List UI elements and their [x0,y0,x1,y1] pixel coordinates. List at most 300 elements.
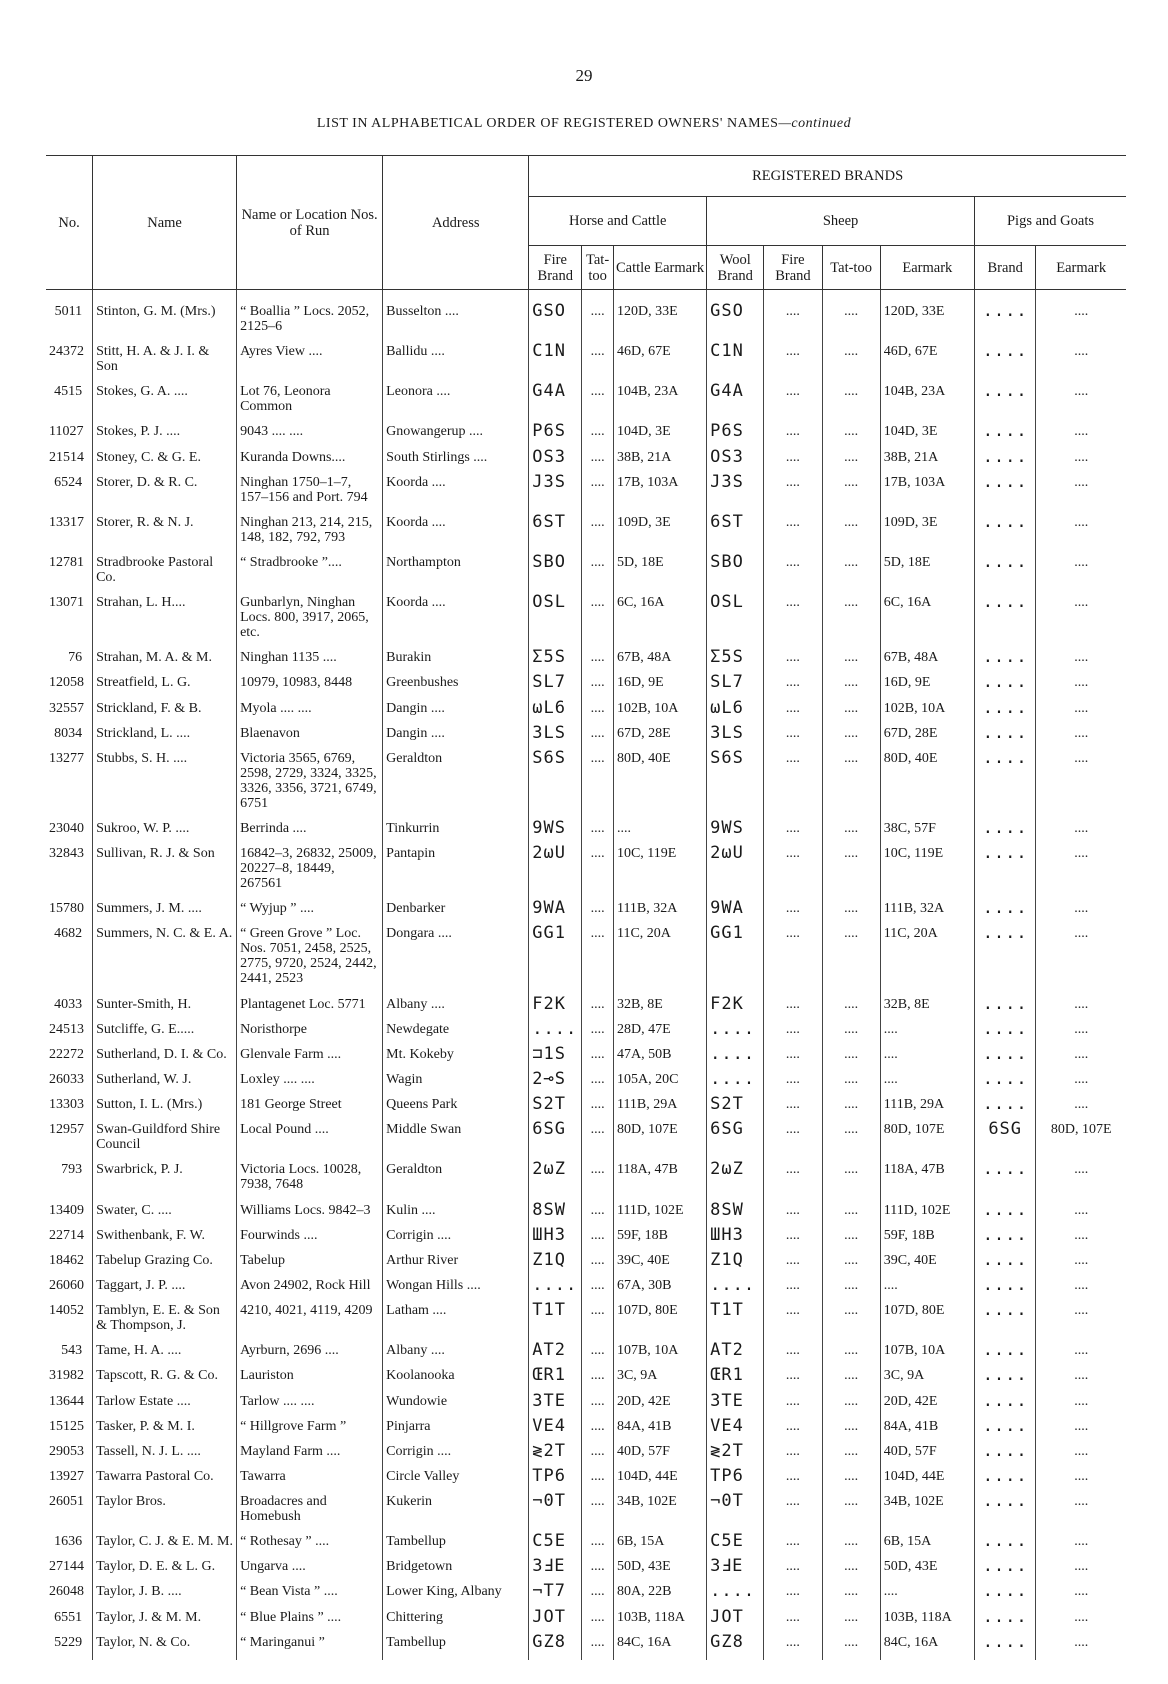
fire-brand: S2T [529,1097,582,1122]
cattle-earmark: 46D, 67E [613,344,706,384]
cattle-earmark: 118A, 47B [613,1162,706,1202]
table-row [46,1097,1126,1122]
pig-brand: .... [974,595,1035,650]
row-number: 26048 [49,1584,84,1600]
fire-brand: ⊐1S [529,1047,582,1072]
address: South Stirlings .... [383,450,529,475]
wool-brand: GSO [707,290,764,345]
tattoo: .... [582,1559,614,1584]
pig-earmark: .... [1036,1047,1126,1072]
wool-brand: 3TE [707,1394,764,1419]
table-row [46,1022,1126,1047]
sheep-fire-brand: .... [764,344,822,384]
table-row [46,290,1126,345]
row-number: 76 [68,650,83,666]
pig-earmark: .... [1036,1635,1126,1660]
cattle-earmark: 10C, 119E [613,846,706,901]
sheep-tattoo: .... [822,1469,880,1494]
fire-brand: 2ωZ [529,1162,582,1202]
sheep-tattoo: .... [822,926,880,996]
location: Broadacres and Homebush [237,1494,383,1534]
row-number: 13277 [49,750,84,766]
sheep-tattoo: .... [822,1047,880,1072]
pig-earmark: .... [1036,290,1126,345]
owner-name: Storer, R. & N. J. [93,515,237,555]
location: Ninghan 1135 .... [237,650,383,675]
tattoo: .... [582,751,614,821]
fire-brand: 8SW [529,1203,582,1228]
owner-name: Stokes, P. J. .... [93,424,237,449]
tattoo: .... [582,475,614,515]
fire-brand: TP6 [529,1469,582,1494]
row-number: 11027 [49,424,84,440]
row-number: 13409 [49,1202,84,1218]
tattoo: .... [582,1162,614,1202]
sheep-earmark: 102B, 10A [880,701,974,726]
pig-earmark: .... [1036,1419,1126,1444]
row-number: 13644 [49,1393,84,1409]
address: Chittering [383,1610,529,1635]
sheep-tattoo: .... [822,1343,880,1368]
owner-name: Stinton, G. M. (Mrs.) [93,290,237,345]
cattle-earmark: 67B, 48A [613,650,706,675]
sheep-earmark: 67B, 48A [880,650,974,675]
sheep-fire-brand: .... [764,1072,822,1097]
tattoo: .... [582,926,614,996]
pig-earmark: .... [1036,1368,1126,1393]
location: Fourwinds .... [237,1228,383,1253]
owner-name: Swan-Guildford Shire Council [93,1122,237,1162]
location: Plantagenet Loc. 5771 [237,997,383,1022]
pig-brand: .... [974,555,1035,595]
wool-brand: 6SG [707,1122,764,1162]
location: 181 George Street [237,1097,383,1122]
location: Myola .... .... [237,701,383,726]
sheep-tattoo: .... [822,515,880,555]
tattoo: .... [582,1444,614,1469]
sheep-earmark: .... [880,1278,974,1303]
fire-brand: 2ωU [529,846,582,901]
cattle-earmark: 104D, 3E [613,424,706,449]
fire-brand: C1N [529,344,582,384]
cattle-earmark: 3C, 9A [613,1368,706,1393]
pig-brand: .... [974,926,1035,996]
fire-brand: ≷2T [529,1444,582,1469]
pig-earmark: .... [1036,1303,1126,1343]
sheep-fire-brand: .... [764,1584,822,1609]
sheep-earmark: 17B, 103A [880,475,974,515]
sheep-earmark: .... [880,1072,974,1097]
owner-name: Sutherland, W. J. [93,1072,237,1097]
sheep-fire-brand: .... [764,290,822,345]
sheep-tattoo: .... [822,1584,880,1609]
pig-earmark: .... [1036,1584,1126,1609]
sheep-earmark: .... [880,1584,974,1609]
address: Wundowie [383,1394,529,1419]
owner-name: Sutcliffe, G. E..... [93,1022,237,1047]
owner-name: Tassell, N. J. L. .... [93,1444,237,1469]
location: “ Rothesay ” .... [237,1534,383,1559]
cattle-earmark: 59F, 18B [613,1228,706,1253]
owner-name: Strickland, L. .... [93,726,237,751]
location: “ Stradbrooke ”.... [237,555,383,595]
address: Ballidu .... [383,344,529,384]
owner-name: Tawarra Pastoral Co. [93,1469,237,1494]
address: Wagin [383,1072,529,1097]
pig-earmark: .... [1036,424,1126,449]
fire-brand: GSO [529,290,582,345]
sheep-tattoo: .... [822,901,880,926]
fire-brand: 3ℲE [529,1559,582,1584]
location: Kuranda Downs.... [237,450,383,475]
tattoo: .... [582,1494,614,1534]
sheep-tattoo: .... [822,595,880,650]
fire-brand: SBO [529,555,582,595]
owner-name: Tarlow Estate .... [93,1394,237,1419]
wool-brand: 9WA [707,901,764,926]
wool-brand: 9WS [707,821,764,846]
location: Mayland Farm .... [237,1444,383,1469]
wool-brand: ŒR1 [707,1368,764,1393]
owner-name: Tabelup Grazing Co. [93,1253,237,1278]
tattoo: .... [582,1584,614,1609]
wool-brand: ωL6 [707,701,764,726]
sheep-earmark: 80D, 107E [880,1122,974,1162]
registered-owners-table [46,155,1126,1660]
wool-brand: .... [707,1047,764,1072]
cattle-earmark: .... [613,821,706,846]
table-row [46,424,1126,449]
sheep-tattoo: .... [822,384,880,424]
table-row [46,1444,1126,1469]
row-number: 13927 [49,1468,84,1484]
sheep-earmark: 3C, 9A [880,1368,974,1393]
pig-brand: .... [974,1534,1035,1559]
sheep-fire-brand: .... [764,1494,822,1534]
table-row [46,821,1126,846]
tattoo: .... [582,384,614,424]
sheep-earmark: 10C, 119E [880,846,974,901]
header-name: Name [93,156,237,290]
address: Tambellup [383,1534,529,1559]
address: Koorda .... [383,595,529,650]
sheep-tattoo: .... [822,726,880,751]
cattle-earmark: 6C, 16A [613,595,706,650]
fire-brand: S6S [529,751,582,821]
table-row [46,450,1126,475]
wool-brand: SL7 [707,675,764,700]
cattle-earmark: 80D, 40E [613,751,706,821]
sheep-earmark: 40D, 57F [880,1444,974,1469]
sheep-tattoo: .... [822,846,880,901]
location: “ Boallia ” Locs. 2052, 2125–6 [237,290,383,345]
cattle-earmark: 67A, 30B [613,1278,706,1303]
pig-earmark: .... [1036,450,1126,475]
pig-brand: .... [974,901,1035,926]
fire-brand: ¬0T [529,1494,582,1534]
tattoo: .... [582,1072,614,1097]
sheep-tattoo: .... [822,1303,880,1343]
sheep-fire-brand: .... [764,1253,822,1278]
address: Koorda .... [383,475,529,515]
fire-brand: AT2 [529,1343,582,1368]
fire-brand: 2⊸S [529,1072,582,1097]
cattle-earmark: 84A, 41B [613,1419,706,1444]
fire-brand: 9WS [529,821,582,846]
tattoo: .... [582,821,614,846]
table-row [46,1635,1126,1660]
owner-name: Stradbrooke Pastoral Co. [93,555,237,595]
table-row [46,1253,1126,1278]
sheep-earmark: 111B, 29A [880,1097,974,1122]
row-number: 22714 [49,1227,84,1243]
pig-earmark: .... [1036,751,1126,821]
address: Dangin .... [383,726,529,751]
sheep-tattoo: .... [822,1559,880,1584]
wool-brand: C5E [707,1534,764,1559]
owner-name: Strahan, M. A. & M. [93,650,237,675]
owner-name: Tame, H. A. .... [93,1343,237,1368]
pig-earmark: .... [1036,555,1126,595]
page-number: 29 [575,66,593,85]
wool-brand: Σ5S [707,650,764,675]
address: Northampton [383,555,529,595]
tattoo: .... [582,1253,614,1278]
fire-brand: G4A [529,384,582,424]
sheep-earmark: 107D, 80E [880,1303,974,1343]
wool-brand: S2T [707,1097,764,1122]
tattoo: .... [582,675,614,700]
pig-brand: .... [974,650,1035,675]
fire-brand: OS3 [529,450,582,475]
cattle-earmark: 80A, 22B [613,1584,706,1609]
wool-brand: JOT [707,1610,764,1635]
pig-earmark: .... [1036,475,1126,515]
owner-name: Stitt, H. A. & J. I. & Son [93,344,237,384]
cattle-earmark: 20D, 42E [613,1394,706,1419]
sheep-earmark: 80D, 40E [880,751,974,821]
owner-name: Streatfield, L. G. [93,675,237,700]
owner-name: Sullivan, R. J. & Son [93,846,237,901]
pig-brand: .... [974,424,1035,449]
tattoo: .... [582,1469,614,1494]
address: Tambellup [383,1635,529,1660]
row-number: 14052 [49,1303,84,1319]
sheep-earmark: 39C, 40E [880,1253,974,1278]
sheep-earmark: .... [880,1022,974,1047]
sheep-fire-brand: .... [764,926,822,996]
owner-name: Sukroo, W. P. .... [93,821,237,846]
pig-brand: .... [974,701,1035,726]
cattle-earmark: 107D, 80E [613,1303,706,1343]
pig-brand: .... [974,1444,1035,1469]
cattle-earmark: 107B, 10A [613,1343,706,1368]
sheep-earmark: .... [880,1047,974,1072]
cattle-earmark: 11C, 20A [613,926,706,996]
wool-brand: .... [707,1022,764,1047]
cattle-earmark: 84C, 16A [613,1635,706,1660]
location: Noristhorpe [237,1022,383,1047]
fire-brand: ŒR1 [529,1368,582,1393]
sheep-fire-brand: .... [764,1203,822,1228]
fire-brand: 6ST [529,515,582,555]
sheep-earmark: 20D, 42E [880,1394,974,1419]
cattle-earmark: 39C, 40E [613,1253,706,1278]
title-suffix: —continued [778,116,852,131]
address: Tinkurrin [383,821,529,846]
owner-name: Taylor, J. B. .... [93,1584,237,1609]
tattoo: .... [582,555,614,595]
row-number: 543 [61,1343,83,1359]
tattoo: .... [582,997,614,1022]
address: Albany .... [383,1343,529,1368]
pig-earmark: .... [1036,1203,1126,1228]
tattoo: .... [582,846,614,901]
tattoo: .... [582,901,614,926]
cattle-earmark: 105A, 20C [613,1072,706,1097]
pig-earmark: 80D, 107E [1036,1122,1126,1162]
location: Ayres View .... [237,344,383,384]
address: Wongan Hills .... [383,1278,529,1303]
row-number: 5011 [54,304,83,319]
owner-name: Taylor, J. & M. M. [93,1610,237,1635]
tattoo: .... [582,1097,614,1122]
wool-brand: OS3 [707,450,764,475]
pig-earmark: .... [1036,1610,1126,1635]
fire-brand: OSL [529,595,582,650]
pig-brand: .... [974,1469,1035,1494]
sheep-earmark: 111D, 102E [880,1203,974,1228]
fire-brand: J3S [529,475,582,515]
address: Burakin [383,650,529,675]
address: Dongara .... [383,926,529,996]
sheep-tattoo: .... [822,1253,880,1278]
location: Tawarra [237,1469,383,1494]
sheep-earmark: 6C, 16A [880,595,974,650]
table-row [46,1203,1126,1228]
location: Berrinda .... [237,821,383,846]
table-row [46,1469,1126,1494]
sheep-fire-brand: .... [764,515,822,555]
pig-earmark: .... [1036,1097,1126,1122]
row-number: 24372 [49,344,84,360]
location: Local Pound .... [237,1122,383,1162]
table-row [46,1343,1126,1368]
pig-earmark: .... [1036,1072,1126,1097]
pig-brand: .... [974,1097,1035,1122]
sheep-tattoo: .... [822,1072,880,1097]
pig-earmark: .... [1036,1394,1126,1419]
row-number: 26060 [49,1277,84,1293]
sheep-earmark: 46D, 67E [880,344,974,384]
wool-brand: P6S [707,424,764,449]
location: “ Maringanui ” [237,1635,383,1660]
owner-name: Summers, J. M. .... [93,901,237,926]
pig-earmark: .... [1036,1469,1126,1494]
owner-name: Taggart, J. P. .... [93,1278,237,1303]
header-tattoo: Tat-too [582,246,614,290]
header-pigs-goats: Pigs and Goats [974,197,1126,246]
table-row [46,555,1126,595]
pig-brand: .... [974,1303,1035,1343]
sheep-fire-brand: .... [764,1394,822,1419]
pig-brand: .... [974,1162,1035,1202]
sheep-fire-brand: .... [764,901,822,926]
sheep-fire-brand: .... [764,424,822,449]
sheep-earmark: 5D, 18E [880,555,974,595]
fire-brand: 6SG [529,1122,582,1162]
location: Tabelup [237,1253,383,1278]
sheep-fire-brand: .... [764,675,822,700]
location: Glenvale Farm .... [237,1047,383,1072]
sheep-tattoo: .... [822,1419,880,1444]
wool-brand: GZ8 [707,1635,764,1660]
tattoo: .... [582,1610,614,1635]
row-number: 6524 [54,474,83,490]
tattoo: .... [582,450,614,475]
pig-earmark: .... [1036,821,1126,846]
address: Mt. Kokeby [383,1047,529,1072]
location: Lot 76, Leonora Common [237,384,383,424]
owner-name: Sutton, I. L. (Mrs.) [93,1097,237,1122]
sheep-fire-brand: .... [764,555,822,595]
sheep-fire-brand: .... [764,701,822,726]
location: Victoria Locs. 10028, 7938, 7648 [237,1162,383,1202]
sheep-fire-brand: .... [764,1368,822,1393]
fire-brand: 9WA [529,901,582,926]
sheep-earmark: 6B, 15A [880,1534,974,1559]
pig-brand: .... [974,1419,1035,1444]
pig-brand: .... [974,726,1035,751]
table-row [46,1278,1126,1303]
pig-brand: .... [974,1610,1035,1635]
address: Circle Valley [383,1469,529,1494]
row-number: 4682 [54,926,83,942]
sheep-fire-brand: .... [764,1559,822,1584]
tattoo: .... [582,515,614,555]
address: Gnowangerup .... [383,424,529,449]
location: 10979, 10983, 8448 [237,675,383,700]
sheep-fire-brand: .... [764,1303,822,1343]
header-sheep-earmark: Earmark [880,246,974,290]
pig-brand: .... [974,997,1035,1022]
address: Geraldton [383,1162,529,1202]
row-number: 4515 [54,384,83,400]
cattle-earmark: 111B, 29A [613,1097,706,1122]
address: Newdegate [383,1022,529,1047]
address: Leonora .... [383,384,529,424]
sheep-earmark: 84A, 41B [880,1419,974,1444]
pig-brand: .... [974,1047,1035,1072]
wool-brand: G4A [707,384,764,424]
sheep-fire-brand: .... [764,1047,822,1072]
wool-brand: 2ωZ [707,1162,764,1202]
sheep-tattoo: .... [822,1228,880,1253]
cattle-earmark: 5D, 18E [613,555,706,595]
cattle-earmark: 6B, 15A [613,1534,706,1559]
sheep-tattoo: .... [822,1278,880,1303]
fire-brand: VE4 [529,1419,582,1444]
address: Busselton .... [383,290,529,345]
sheep-fire-brand: .... [764,1228,822,1253]
row-number: 24513 [49,1021,84,1037]
owner-name: Taylor, D. E. & L. G. [93,1559,237,1584]
address: Corrigin .... [383,1444,529,1469]
cattle-earmark: 104B, 23A [613,384,706,424]
sheep-earmark: 84C, 16A [880,1635,974,1660]
sheep-fire-brand: .... [764,1097,822,1122]
owner-name: Sunter-Smith, H. [93,997,237,1022]
